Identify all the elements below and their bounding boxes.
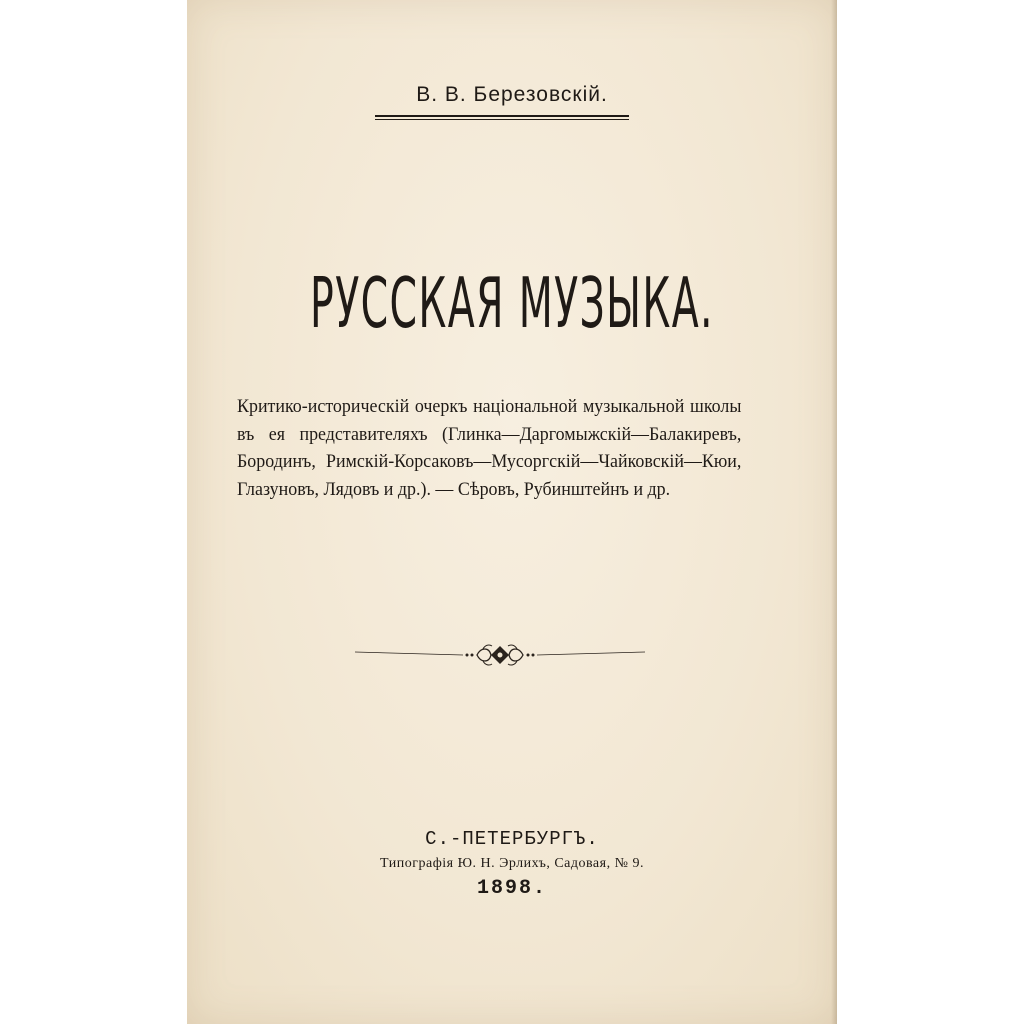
imprint-year: 1898.	[476, 877, 547, 900]
author-underline	[375, 115, 629, 120]
floral-ornament-icon	[355, 638, 645, 668]
book-subtitle: Критико-историческій очеркъ національной музыкальной школы въ ея представителяхъ (Глинка—Даргомыжскій—Балакиревъ, Бородинъ, Римскій-Корсаковъ—Мусоргскій—Чайковскій—Кюи, Глазуновъ, Лядовъ и др.). — Сѣровъ, Рубинштейнъ и др.	[237, 397, 742, 500]
imprint-printer: Типографія Ю. Н. Эрлихъ, Садовая, № 9.	[380, 856, 644, 871]
imprint-city: С.-ПЕТЕРБУРГЪ.	[425, 828, 599, 850]
author-name: В. В. Березовскій.	[416, 83, 608, 106]
title-page	[187, 0, 837, 1024]
book-title: РУССКАЯ МУЗЫКА.	[310, 262, 714, 344]
